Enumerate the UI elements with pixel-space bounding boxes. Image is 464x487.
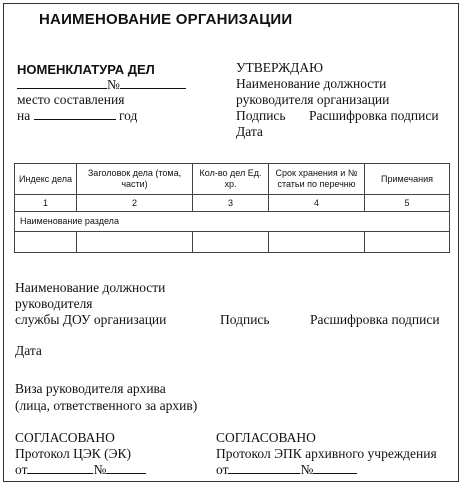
column-number: 1 [15, 195, 77, 212]
year-suffix: год [118, 108, 138, 123]
number-sign: № [300, 462, 314, 477]
head-signature: Подпись [220, 312, 270, 327]
agreed-left-protocol: Протокол ЦЭК (ЭК) [15, 446, 132, 461]
head-position-line1: Наименование должности [15, 280, 166, 295]
head-position-line2: руководителя [15, 296, 93, 311]
blank-line [34, 108, 116, 120]
table-header-cell: Срок хранения и № статьи по перечню [269, 164, 365, 195]
table-row [15, 232, 450, 253]
column-number: 4 [269, 195, 365, 212]
archive-visa-line2: (лица, ответственного за архив) [15, 398, 198, 413]
table-cell [77, 232, 193, 253]
column-number: 3 [193, 195, 269, 212]
from-label: от [216, 462, 229, 477]
head-decoding: Расшифровка подписи [310, 312, 440, 327]
year-prefix: на [17, 108, 31, 123]
table-section-row [15, 212, 450, 232]
organization-title: НАИМЕНОВАНИЕ ОРГАНИЗАЦИИ [39, 11, 293, 28]
blank-line [313, 462, 357, 474]
head-position-line3: службы ДОУ организации [15, 312, 167, 327]
from-label: от [15, 462, 28, 477]
column-number: 2 [77, 195, 193, 212]
table-cell [15, 232, 77, 253]
agreed-right-protocol: Протокол ЭПК архивного учреждения [216, 446, 437, 461]
blank-line [27, 462, 93, 474]
table-header-row [15, 164, 450, 195]
table-number-row [15, 195, 450, 212]
table-cell [193, 232, 269, 253]
approve-signature: Подпись [236, 108, 286, 123]
section-name-cell: Наименование раздела [15, 212, 450, 232]
blank-line [228, 462, 300, 474]
nomenclature-table [14, 163, 450, 253]
agreed-left-date-line [15, 462, 146, 478]
approve-date: Дата [236, 124, 263, 139]
number-sign: № [93, 462, 107, 477]
table-header-cell: Примечания [365, 164, 450, 195]
year-line [17, 108, 137, 124]
blank-line [106, 462, 146, 474]
agreed-right-date-line [216, 462, 357, 478]
table-header-cell: Кол-во дел Ед. хр. [193, 164, 269, 195]
place-of-compilation: место составления [17, 92, 125, 107]
approve-position-line2: руководителя организации [236, 92, 390, 107]
blank-line [17, 77, 107, 89]
table-header-cell: Заголовок дела (тома, части) [77, 164, 193, 195]
nomenclature-heading: НОМЕНКЛАТУРА ДЕЛ [17, 62, 155, 77]
approve-heading: УТВЕРЖДАЮ [236, 60, 324, 75]
number-sign: № [107, 77, 120, 92]
approve-position-line1: Наименование должности [236, 76, 387, 91]
table-cell [365, 232, 450, 253]
head-date: Дата [15, 343, 42, 358]
blank-line [120, 77, 186, 89]
agreed-right-heading: СОГЛАСОВАНО [216, 430, 316, 445]
nomenclature-number-line [17, 77, 186, 93]
archive-visa-line1: Виза руководителя архива [15, 381, 166, 396]
approve-decoding: Расшифровка подписи [309, 108, 439, 123]
table-header-cell: Индекс дела [15, 164, 77, 195]
table-cell [269, 232, 365, 253]
column-number: 5 [365, 195, 450, 212]
agreed-left-heading: СОГЛАСОВАНО [15, 430, 115, 445]
